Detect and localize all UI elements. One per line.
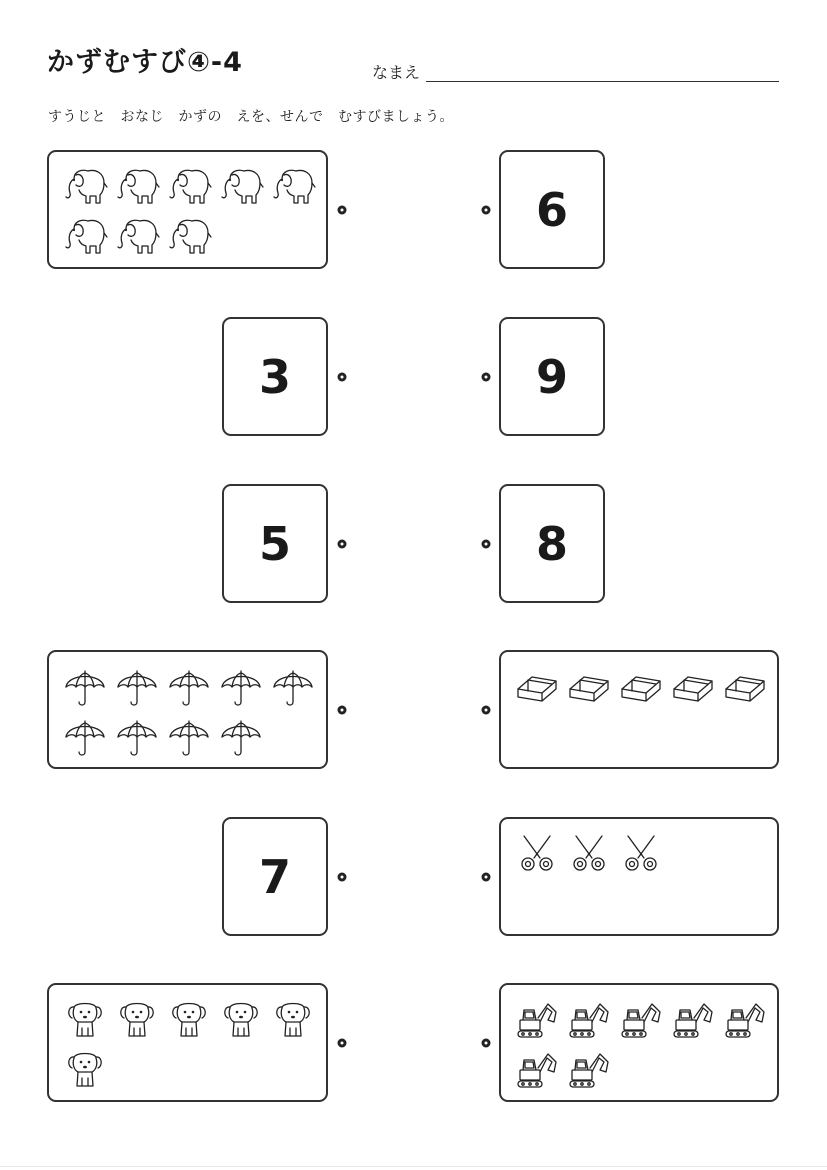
left-connection-dot[interactable] [338, 872, 347, 881]
elephant-icon [111, 162, 163, 212]
right-connection-dot[interactable] [482, 372, 491, 381]
left-connection-dot[interactable] [338, 539, 347, 548]
number-card [499, 317, 605, 436]
right-connection-dot[interactable] [482, 705, 491, 714]
right-connection-dot[interactable] [482, 205, 491, 214]
umbrella-icon [267, 662, 319, 712]
excavator-icon [511, 995, 563, 1045]
picture-grid [59, 162, 319, 262]
instruction-text: すうじと おなじ かずの えを、せんで むすびましょう。 [48, 109, 454, 125]
number-card [499, 484, 605, 603]
umbrella-icon [59, 712, 111, 762]
excavator-icon [719, 995, 771, 1045]
name-field[interactable] [426, 81, 779, 82]
number-card [222, 817, 328, 936]
dog-icon [59, 995, 111, 1045]
dog-icon [215, 995, 267, 1045]
number-value: 7 [258, 849, 291, 904]
picture-card [47, 150, 328, 269]
picture-grid [59, 995, 319, 1095]
number-card [222, 317, 328, 436]
picture-grid [511, 995, 771, 1095]
picture-card [499, 817, 779, 936]
umbrella-icon [215, 712, 267, 762]
number-value: 9 [535, 349, 568, 404]
picture-grid [511, 662, 771, 712]
number-value: 3 [258, 349, 291, 404]
left-connection-dot[interactable] [338, 372, 347, 381]
picture-card [47, 650, 328, 769]
umbrella-icon [163, 662, 215, 712]
scissors-icon [615, 829, 667, 879]
excavator-icon [615, 995, 667, 1045]
left-connection-dot[interactable] [338, 705, 347, 714]
picture-grid [511, 829, 771, 879]
right-connection-dot[interactable] [482, 539, 491, 548]
scissors-icon [511, 829, 563, 879]
dog-icon [163, 995, 215, 1045]
right-connection-dot[interactable] [482, 872, 491, 881]
elephant-icon [59, 162, 111, 212]
left-connection-dot[interactable] [338, 205, 347, 214]
page-bottom-edge [0, 1166, 827, 1167]
eraser-icon [615, 662, 667, 712]
elephant-icon [111, 212, 163, 262]
elephant-icon [163, 212, 215, 262]
number-value: 8 [535, 516, 568, 571]
number-value: 5 [258, 516, 291, 571]
eraser-icon [511, 662, 563, 712]
elephant-icon [59, 212, 111, 262]
eraser-icon [667, 662, 719, 712]
excavator-icon [563, 995, 615, 1045]
elephant-icon [267, 162, 319, 212]
umbrella-icon [59, 662, 111, 712]
scissors-icon [563, 829, 615, 879]
elephant-icon [163, 162, 215, 212]
umbrella-icon [111, 662, 163, 712]
picture-card [499, 983, 779, 1102]
excavator-icon [563, 1045, 615, 1095]
picture-grid [59, 662, 319, 762]
number-card [499, 150, 605, 269]
picture-card [47, 983, 328, 1102]
name-label: なまえ [372, 63, 421, 82]
umbrella-icon [111, 712, 163, 762]
dog-icon [267, 995, 319, 1045]
number-value: 6 [535, 182, 568, 237]
dog-icon [59, 1045, 111, 1095]
umbrella-icon [215, 662, 267, 712]
elephant-icon [215, 162, 267, 212]
number-card [222, 484, 328, 603]
excavator-icon [667, 995, 719, 1045]
left-connection-dot[interactable] [338, 1038, 347, 1047]
worksheet-title: かずむすび④-4 [47, 47, 243, 78]
eraser-icon [563, 662, 615, 712]
umbrella-icon [163, 712, 215, 762]
dog-icon [111, 995, 163, 1045]
eraser-icon [719, 662, 771, 712]
picture-card [499, 650, 779, 769]
right-connection-dot[interactable] [482, 1038, 491, 1047]
excavator-icon [511, 1045, 563, 1095]
